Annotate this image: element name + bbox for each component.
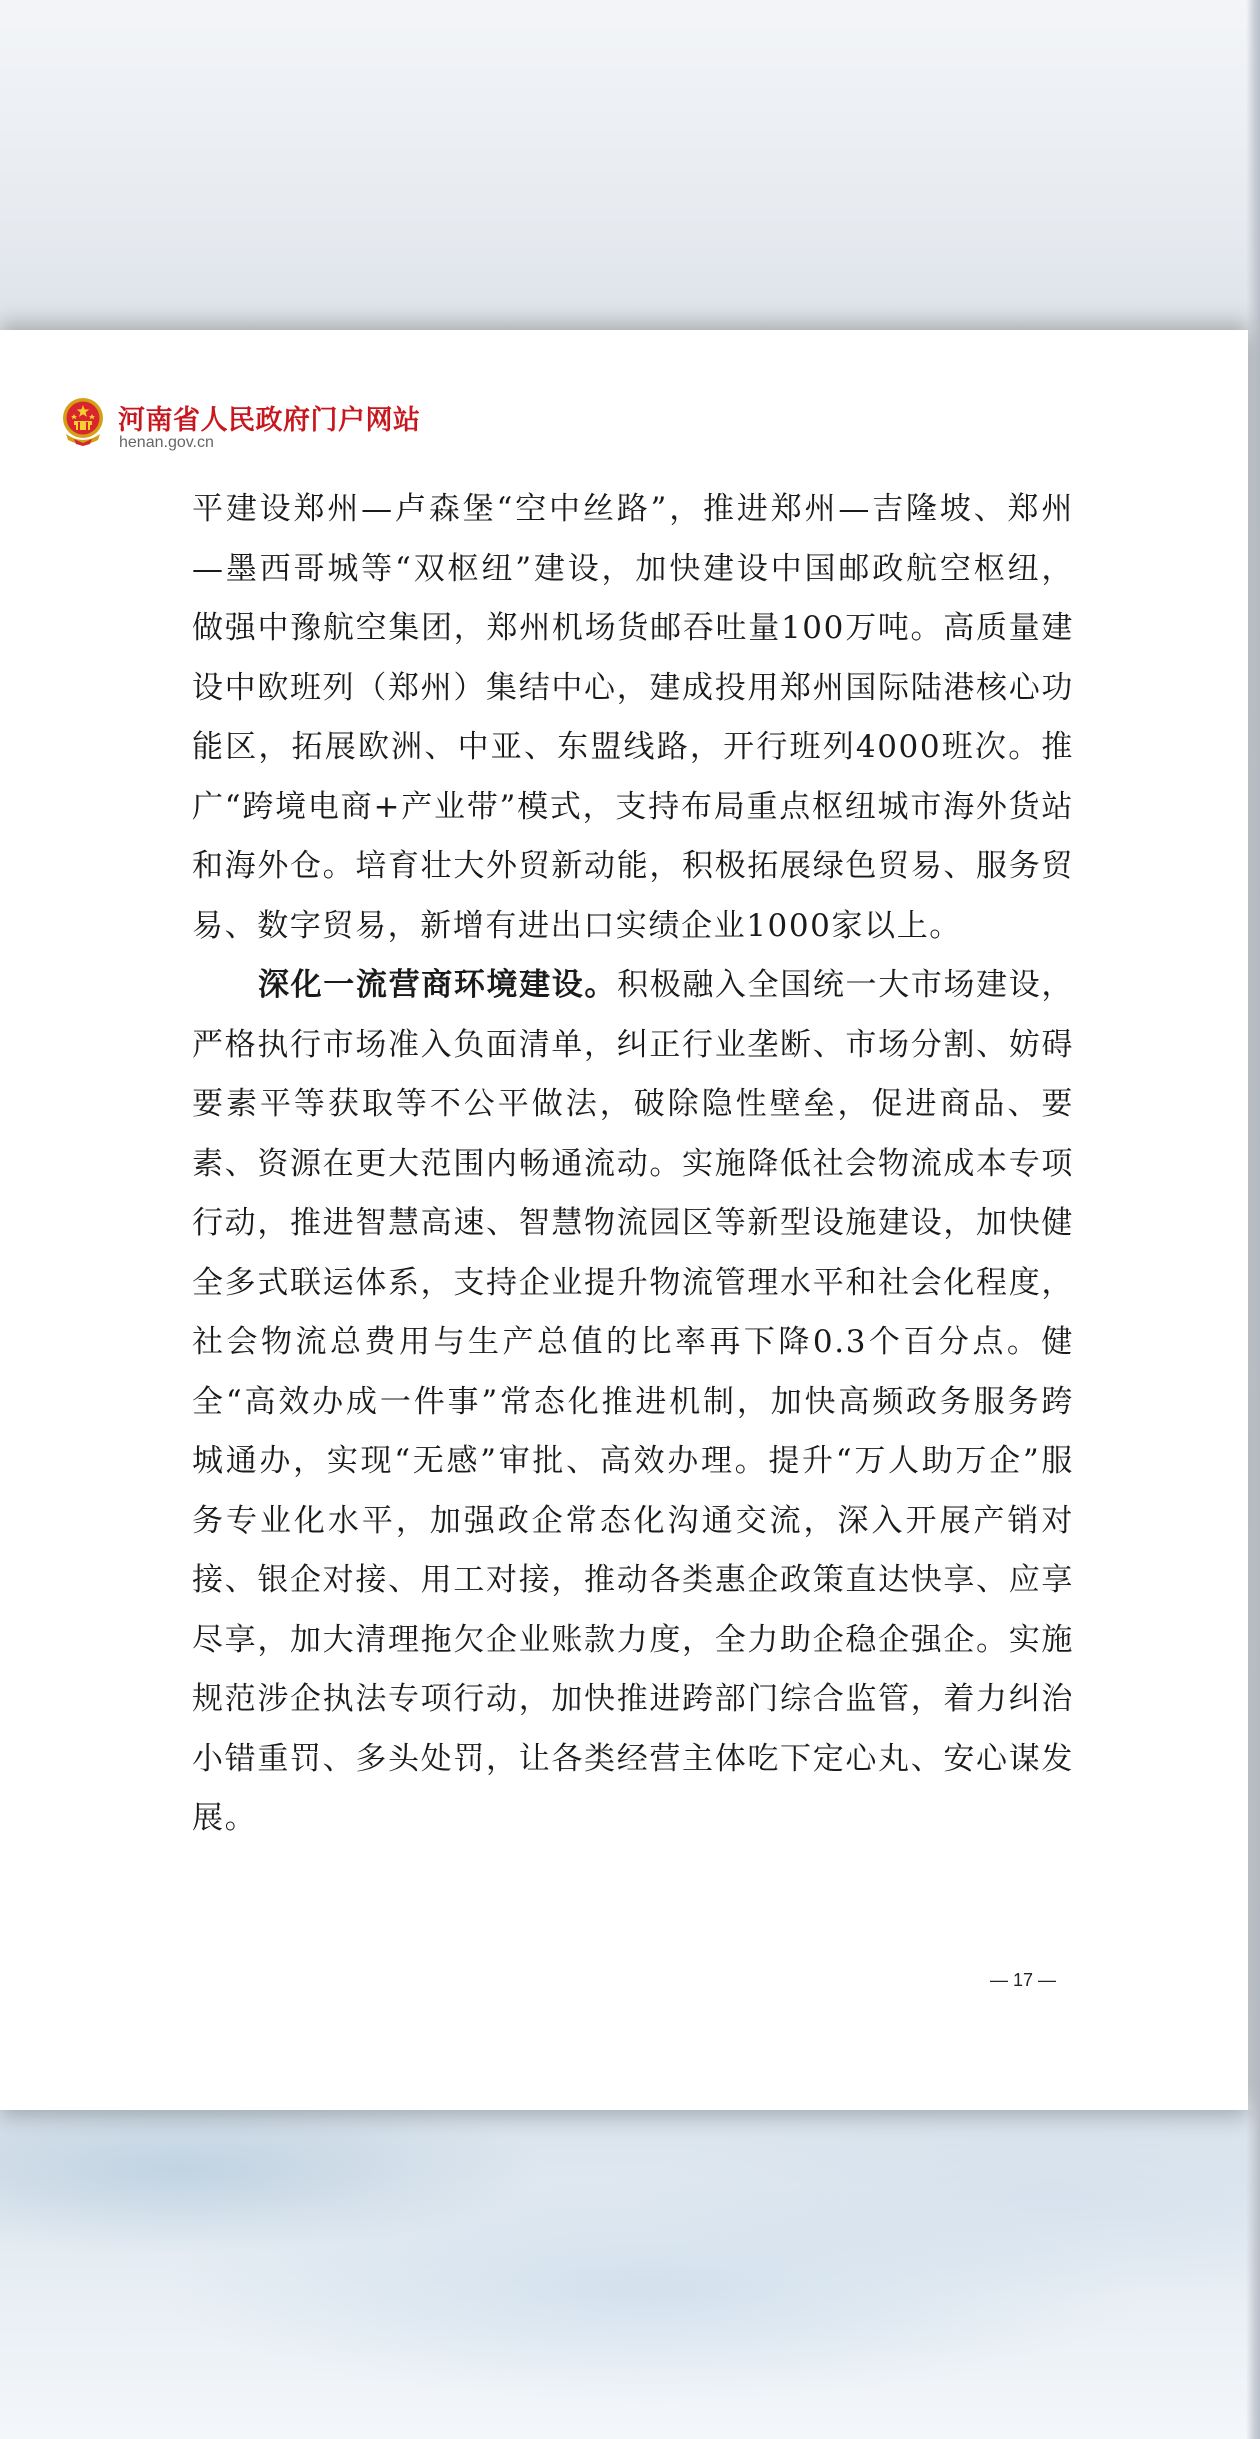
national-emblem-icon <box>60 396 106 448</box>
scroll-edge <box>1246 0 1260 2439</box>
paragraph-business-environment <box>192 956 1074 1849</box>
site-domain[interactable]: henan.gov.cn <box>119 434 214 451</box>
paragraph-heading: 深化一流营商环境建设。 <box>258 967 618 1003</box>
document-body <box>192 480 1074 1849</box>
background-bottom <box>0 2110 1260 2439</box>
document-page[interactable] <box>0 330 1248 2110</box>
site-title[interactable]: 河南省人民政府门户网站 <box>118 405 421 436</box>
paragraph-body: 积极融入全国统一大市场建设，严格执行市场准入负面清单，纠正行业垄断、市场分割、妨碍要素平等获取等不公平做法，破除隐性壁垒，促进商品、要素、资源在更大范围内畅通流动。实施降低社会物流成本专项行动，推进智慧高速、智慧物流园区等新型设施建设，加快健全多式联运体系，支持企业提升物流管理水平和社会化程度，社会物流总费用与生产总值的比率再下降0.3个百分点。健全“高效办成一件事”常态化推进机制，加快高频政务服务跨城通办，实现“无感”审批、高效办理。提升“万人助万企”服务专业化水平，加强政企常态化沟通交流，深入开展产销对接、银企对接、用工对接，推动各类惠企政策直达快享、应享尽享，加大清理拖欠企业账款力度，全力助企稳企强企。实施规范涉企执法专项行动，加快推进跨部门综合监管，着力纠治小错重罚、多头处罚，让各类经营主体吃下定心丸、安心谋发展。 <box>192 967 1074 1836</box>
page-number: — 17 — <box>990 1970 1057 1990</box>
background-top <box>0 0 1260 330</box>
paragraph-trade-channels: 平建设郑州—卢森堡“空中丝路”，推进郑州—吉隆坡、郑州—墨西哥城等“双枢纽”建设，加快建设中国邮政航空枢纽，做强中豫航空集团，郑州机场货邮吞吐量100万吨。高质量建设中欧班列（郑州）集结中心，建成投用郑州国际陆港核心功能区，拓展欧洲、中亚、东盟线路，开行班列4000班次。推广“跨境电商+产业带”模式，支持布局重点枢纽城市海外货站和海外仓。培育壮大外贸新动能，积极拓展绿色贸易、服务贸易、数字贸易，新增有进出口实绩企业1000家以上。 <box>192 491 1074 944</box>
